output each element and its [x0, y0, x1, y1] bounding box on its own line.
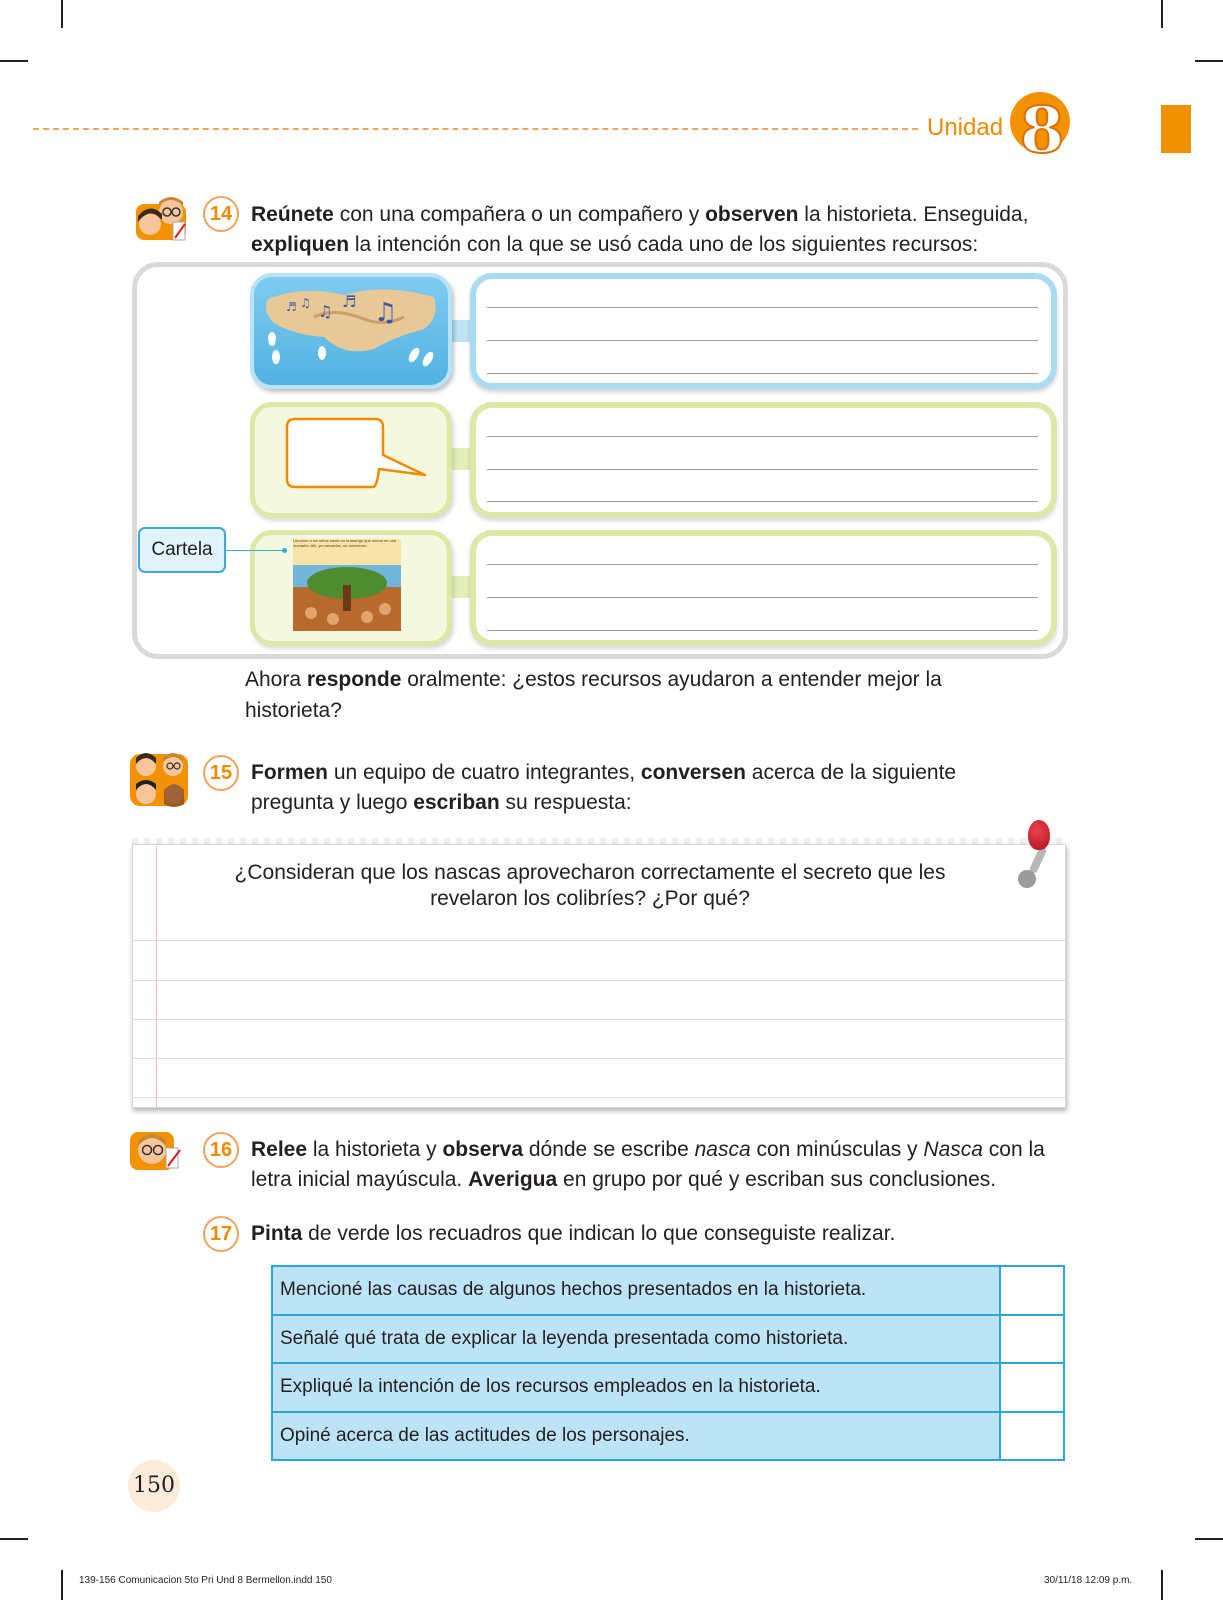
- crop-mark: [0, 60, 28, 62]
- speech-bubble-image: [250, 402, 452, 518]
- instruction-verb: observen: [705, 203, 799, 226]
- svg-text:♫: ♫: [374, 298, 398, 328]
- instruction-text: con una compañera o un compañero y: [333, 203, 706, 226]
- answer-line[interactable]: [487, 307, 1038, 308]
- answer-line[interactable]: [487, 436, 1038, 437]
- pushpin-shadow: [1018, 870, 1036, 888]
- comic-panel-caption: Llevaron a los niños hasta un huarango que crecía en una montaña. Allí, ya cansados, se durmieron.: [293, 538, 397, 548]
- cartela-label: Cartela: [138, 527, 226, 573]
- pair-of-students-icon: [133, 194, 191, 246]
- paper-margin-line: [156, 846, 157, 1108]
- crop-mark: [1195, 1538, 1223, 1540]
- crop-mark: [1161, 1570, 1163, 1600]
- paper-rule[interactable]: [133, 1019, 1065, 1020]
- check-box[interactable]: [1000, 1315, 1064, 1364]
- table-row: [272, 1412, 1064, 1461]
- followup-text: oralmente: ¿estos recursos ayudaron a entender mejor la historieta?: [245, 668, 942, 722]
- svg-text:♬: ♬: [342, 292, 357, 311]
- criterion-text: Mencioné las causas de algunos hechos presentados en la historieta.: [272, 1266, 1000, 1315]
- crop-mark: [61, 1570, 63, 1600]
- instruction-text: de verde los recuadros que indican lo que conseguiste realizar.: [302, 1222, 896, 1245]
- criterion-text: Opiné acerca de las actitudes de los personajes.: [272, 1412, 1000, 1461]
- exercise-16-instruction: [251, 1135, 1081, 1195]
- instruction-verb: Reúnete: [251, 203, 334, 226]
- instruction-text: con minúsculas y: [750, 1138, 924, 1161]
- crop-mark: [1195, 60, 1223, 62]
- instruction-verb: Averigua: [468, 1168, 558, 1191]
- paper-rule[interactable]: [133, 980, 1065, 981]
- answer-box[interactable]: [470, 273, 1057, 389]
- instruction-verb: Pinta: [251, 1222, 303, 1245]
- cartela-pointer-tip: [282, 548, 287, 553]
- cartela-pointer: [226, 550, 284, 551]
- instruction-verb: conversen: [640, 761, 746, 784]
- answer-line[interactable]: [487, 630, 1038, 631]
- footer-file-name: 139-156 Comunicacion 5to Pri Und 8 Bermellon.indd 150: [79, 1575, 332, 1586]
- criterion-text: Expliqué la intención de los recursos empleados en la historieta.: [272, 1363, 1000, 1412]
- instruction-text: dónde se escribe: [523, 1138, 695, 1161]
- header-dashed-line: [33, 128, 918, 130]
- exercise-15-instruction: [251, 758, 1031, 818]
- answer-line[interactable]: [487, 469, 1038, 470]
- paper-rule[interactable]: [133, 1097, 1065, 1098]
- exercise-number-17: 17: [203, 1216, 239, 1252]
- followup-verb: responde: [306, 668, 402, 691]
- exercise-14-instruction: [251, 200, 1081, 260]
- followup-text: Ahora: [245, 668, 307, 691]
- speech-bubble-icon: [255, 407, 447, 513]
- answer-box[interactable]: [470, 530, 1057, 646]
- exercise-14-followup: [245, 664, 1035, 726]
- exercise-number-14: 14: [203, 196, 239, 232]
- footer-date: 30/11/18 12:09 p.m.: [1044, 1575, 1133, 1586]
- exercise-number-15: 15: [203, 755, 239, 791]
- paper-rule[interactable]: [133, 1058, 1065, 1059]
- table-row: [272, 1315, 1064, 1364]
- group-of-students-icon: [128, 750, 192, 812]
- check-box[interactable]: [1000, 1363, 1064, 1412]
- instruction-text: la intención con la que se usó cada uno de los siguientes recursos:: [349, 233, 979, 256]
- instruction-text: la historieta y: [307, 1138, 443, 1161]
- self-evaluation-table: [271, 1265, 1065, 1461]
- table-row: [272, 1266, 1064, 1315]
- answer-line[interactable]: [487, 597, 1038, 598]
- crop-mark: [1161, 0, 1163, 28]
- instruction-verb: expliquen: [251, 233, 350, 256]
- instruction-text: la historieta. Enseguida,: [798, 203, 1029, 226]
- exercise-15-question: ¿Consideran que los nascas aprovecharon correctamente el secreto que les revelaron los colibríes? ¿Por qué?: [234, 861, 946, 910]
- check-box[interactable]: [1000, 1266, 1064, 1315]
- unit-number: 8: [1019, 93, 1065, 168]
- table-row: [272, 1363, 1064, 1412]
- answer-line[interactable]: [487, 501, 1038, 502]
- single-student-icon: [128, 1128, 182, 1174]
- svg-text:♫: ♫: [300, 296, 311, 310]
- svg-text:♬: ♬: [286, 300, 297, 314]
- unit-label: Unidad: [927, 114, 1004, 141]
- exercise-number-16: 16: [203, 1132, 239, 1168]
- check-box[interactable]: [1000, 1412, 1064, 1461]
- pushpin-icon: [1028, 820, 1050, 850]
- instruction-term: nasca: [694, 1138, 751, 1161]
- instruction-text: su respuesta:: [499, 791, 632, 814]
- instruction-verb: observa: [442, 1138, 523, 1161]
- instruction-verb: escriban: [413, 791, 500, 814]
- answer-line[interactable]: [487, 564, 1038, 565]
- answer-line[interactable]: [487, 373, 1038, 374]
- crop-mark: [0, 1538, 28, 1540]
- svg-text:♫: ♫: [318, 302, 333, 321]
- exercise-17-instruction: [251, 1219, 1051, 1249]
- crop-mark: [61, 0, 63, 28]
- paper-rule[interactable]: [133, 940, 1065, 941]
- instruction-verb: Relee: [251, 1138, 308, 1161]
- instruction-text: en grupo por qué y escriban sus conclusiones.: [557, 1168, 997, 1191]
- instruction-verb: Formen: [251, 761, 329, 784]
- instruction-text: un equipo de cuatro integrantes,: [328, 761, 641, 784]
- section-tab: [1161, 105, 1191, 153]
- instruction-text: acerca de la siguiente pregunta y luego: [251, 761, 957, 814]
- map-music-illustration: [254, 277, 448, 385]
- criterion-text: Señalé qué trata de explicar la leyenda presentada como historieta.: [272, 1315, 1000, 1364]
- page-number: 150: [128, 1460, 180, 1512]
- instruction-text: con la letra inicial mayúscula.: [251, 1138, 1045, 1191]
- map-music-image: [250, 273, 452, 389]
- instruction-term: Nasca: [923, 1138, 983, 1161]
- answer-line[interactable]: [487, 340, 1038, 341]
